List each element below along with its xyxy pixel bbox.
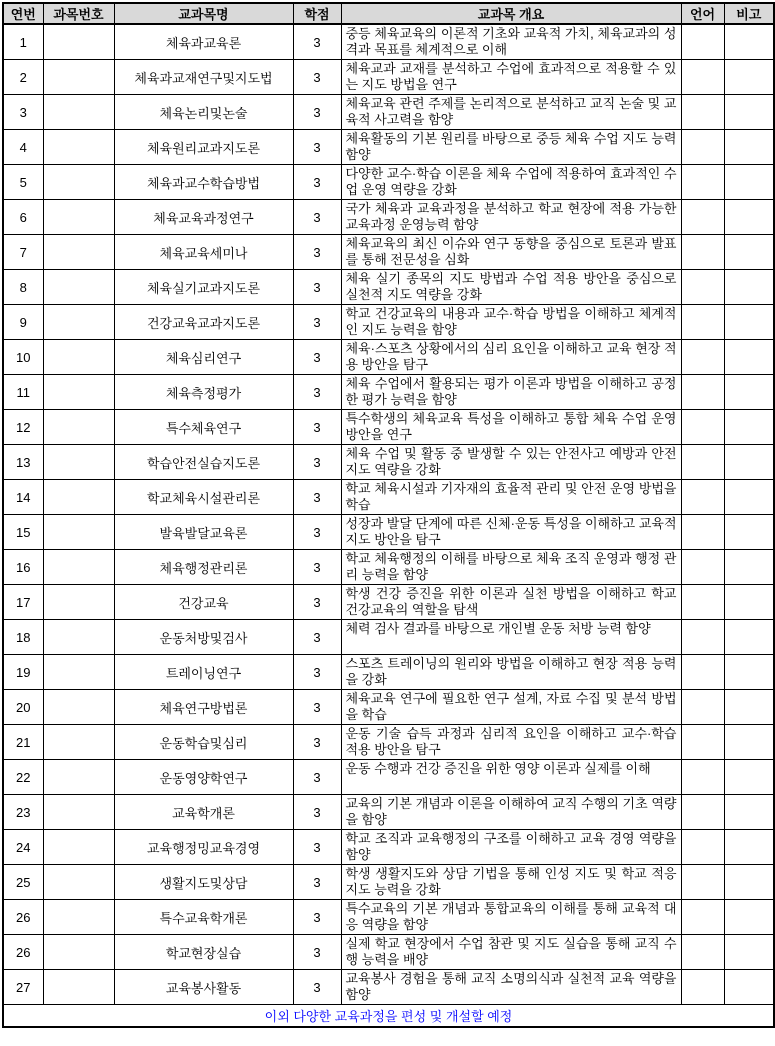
cell-credits: 3 bbox=[293, 445, 341, 480]
cell-language bbox=[681, 235, 724, 270]
cell-no: 16 bbox=[3, 550, 43, 585]
cell-course-code bbox=[43, 340, 114, 375]
cell-language bbox=[681, 690, 724, 725]
cell-language bbox=[681, 970, 724, 1005]
cell-overview: 국가 체육과 교육과정을 분석하고 학교 현장에 적용 가능한 교육과정 운영능력 함양 bbox=[341, 200, 681, 235]
cell-course-name: 교육봉사활동 bbox=[114, 970, 293, 1005]
cell-course-name: 체육측정평가 bbox=[114, 375, 293, 410]
cell-credits: 3 bbox=[293, 725, 341, 760]
cell-course-code bbox=[43, 550, 114, 585]
cell-course-code bbox=[43, 95, 114, 130]
cell-credits: 3 bbox=[293, 585, 341, 620]
cell-overview: 특수학생의 체육교육 특성을 이해하고 통합 체육 수업 운영 방안을 연구 bbox=[341, 410, 681, 445]
cell-language bbox=[681, 410, 724, 445]
cell-course-name: 교육학개론 bbox=[114, 795, 293, 830]
cell-overview: 학교 조직과 교육행정의 구조를 이해하고 교육 경영 역량을 함양 bbox=[341, 830, 681, 865]
cell-no: 21 bbox=[3, 725, 43, 760]
cell-no: 22 bbox=[3, 760, 43, 795]
cell-no: 4 bbox=[3, 130, 43, 165]
cell-credits: 3 bbox=[293, 24, 341, 60]
cell-no: 27 bbox=[3, 970, 43, 1005]
table-row bbox=[3, 24, 774, 60]
cell-course-name: 교육행정밍교육경영 bbox=[114, 830, 293, 865]
cell-course-code bbox=[43, 235, 114, 270]
cell-note bbox=[724, 550, 774, 585]
cell-course-code bbox=[43, 900, 114, 935]
cell-course-code bbox=[43, 305, 114, 340]
cell-language bbox=[681, 95, 724, 130]
cell-course-name: 특수교육학개론 bbox=[114, 900, 293, 935]
cell-overview: 체육활동의 기본 원리를 바탕으로 중등 체육 수업 지도 능력 함양 bbox=[341, 130, 681, 165]
cell-credits: 3 bbox=[293, 655, 341, 690]
cell-note bbox=[724, 235, 774, 270]
cell-language bbox=[681, 865, 724, 900]
cell-language bbox=[681, 165, 724, 200]
cell-overview: 실제 학교 현장에서 수업 참관 및 지도 실습을 통해 교직 수행 능력을 배양 bbox=[341, 935, 681, 970]
table-header bbox=[3, 3, 774, 24]
cell-course-code bbox=[43, 445, 114, 480]
cell-language bbox=[681, 445, 724, 480]
cell-credits: 3 bbox=[293, 900, 341, 935]
cell-no: 7 bbox=[3, 235, 43, 270]
cell-language bbox=[681, 760, 724, 795]
cell-language bbox=[681, 24, 724, 60]
cell-language bbox=[681, 375, 724, 410]
cell-course-name: 생활지도및상담 bbox=[114, 865, 293, 900]
cell-no: 13 bbox=[3, 445, 43, 480]
cell-course-code bbox=[43, 725, 114, 760]
cell-credits: 3 bbox=[293, 620, 341, 655]
table-row bbox=[3, 340, 774, 375]
cell-course-code bbox=[43, 585, 114, 620]
cell-course-code bbox=[43, 270, 114, 305]
cell-course-name: 체육행정관리론 bbox=[114, 550, 293, 585]
cell-credits: 3 bbox=[293, 60, 341, 95]
col-header-no: 연번 bbox=[3, 3, 43, 24]
cell-no: 14 bbox=[3, 480, 43, 515]
table-row bbox=[3, 270, 774, 305]
table-row bbox=[3, 970, 774, 1005]
table-row bbox=[3, 95, 774, 130]
cell-no: 20 bbox=[3, 690, 43, 725]
cell-note bbox=[724, 585, 774, 620]
cell-no: 9 bbox=[3, 305, 43, 340]
cell-course-code bbox=[43, 690, 114, 725]
course-table-body bbox=[3, 24, 774, 1005]
cell-credits: 3 bbox=[293, 130, 341, 165]
cell-course-name: 학교체육시설관리론 bbox=[114, 480, 293, 515]
cell-note bbox=[724, 620, 774, 655]
cell-overview: 다양한 교수·학습 이론을 체육 수업에 적용하여 효과적인 수업 운영 역량을 강화 bbox=[341, 165, 681, 200]
cell-course-code bbox=[43, 130, 114, 165]
cell-course-code bbox=[43, 60, 114, 95]
table-footer-row bbox=[3, 1005, 774, 1028]
col-header-language: 언어 bbox=[681, 3, 724, 24]
table-row bbox=[3, 305, 774, 340]
table-row bbox=[3, 130, 774, 165]
cell-no: 10 bbox=[3, 340, 43, 375]
table-row bbox=[3, 830, 774, 865]
table-row bbox=[3, 445, 774, 480]
cell-course-code bbox=[43, 24, 114, 60]
cell-course-name: 운동영양학연구 bbox=[114, 760, 293, 795]
cell-note bbox=[724, 690, 774, 725]
cell-credits: 3 bbox=[293, 515, 341, 550]
cell-no: 15 bbox=[3, 515, 43, 550]
cell-no: 6 bbox=[3, 200, 43, 235]
cell-language bbox=[681, 655, 724, 690]
cell-note bbox=[724, 165, 774, 200]
cell-language bbox=[681, 340, 724, 375]
table-footer bbox=[3, 1005, 774, 1028]
table-row bbox=[3, 550, 774, 585]
cell-note bbox=[724, 24, 774, 60]
cell-note bbox=[724, 270, 774, 305]
cell-course-name: 발육발달교육론 bbox=[114, 515, 293, 550]
cell-no: 8 bbox=[3, 270, 43, 305]
cell-note bbox=[724, 130, 774, 165]
cell-note bbox=[724, 515, 774, 550]
cell-note bbox=[724, 375, 774, 410]
cell-note bbox=[724, 480, 774, 515]
cell-no: 18 bbox=[3, 620, 43, 655]
table-row bbox=[3, 900, 774, 935]
cell-credits: 3 bbox=[293, 690, 341, 725]
cell-course-code bbox=[43, 410, 114, 445]
cell-note bbox=[724, 795, 774, 830]
cell-course-code bbox=[43, 375, 114, 410]
cell-overview: 성장과 발달 단계에 따른 신체·운동 특성을 이해하고 교육적 지도 방안을 탐구 bbox=[341, 515, 681, 550]
cell-course-name: 트레이닝연구 bbox=[114, 655, 293, 690]
cell-language bbox=[681, 725, 724, 760]
cell-course-code bbox=[43, 655, 114, 690]
cell-overview: 체육 수업 및 활동 중 발생할 수 있는 안전사고 예방과 안전 지도 역량을 강화 bbox=[341, 445, 681, 480]
cell-language bbox=[681, 620, 724, 655]
cell-note bbox=[724, 95, 774, 130]
cell-language bbox=[681, 130, 724, 165]
cell-credits: 3 bbox=[293, 865, 341, 900]
cell-language bbox=[681, 550, 724, 585]
cell-overview: 체육·스포츠 상황에서의 심리 요인을 이해하고 교육 현장 적용 방안을 탐구 bbox=[341, 340, 681, 375]
cell-course-name: 체육원리교과지도론 bbox=[114, 130, 293, 165]
col-header-overview: 교과목 개요 bbox=[341, 3, 681, 24]
cell-overview: 체육교육 관련 주제를 논리적으로 분석하고 교직 논술 및 교육적 사고력을 함양 bbox=[341, 95, 681, 130]
cell-note bbox=[724, 865, 774, 900]
table-row bbox=[3, 410, 774, 445]
cell-credits: 3 bbox=[293, 305, 341, 340]
cell-overview: 체육 수업에서 활용되는 평가 이론과 방법을 이해하고 공정한 평가 능력을 함양 bbox=[341, 375, 681, 410]
cell-course-code bbox=[43, 200, 114, 235]
cell-language bbox=[681, 270, 724, 305]
cell-course-code bbox=[43, 935, 114, 970]
cell-course-name: 운동처방및검사 bbox=[114, 620, 293, 655]
table-row bbox=[3, 480, 774, 515]
cell-note bbox=[724, 200, 774, 235]
cell-language bbox=[681, 585, 724, 620]
cell-overview: 운동 수행과 건강 증진을 위한 영양 이론과 실제를 이해 bbox=[341, 760, 681, 795]
cell-credits: 3 bbox=[293, 375, 341, 410]
cell-overview: 체육교과 교재를 분석하고 수업에 효과적으로 적용할 수 있는 지도 방법을 연구 bbox=[341, 60, 681, 95]
cell-no: 26 bbox=[3, 900, 43, 935]
cell-no: 5 bbox=[3, 165, 43, 200]
cell-credits: 3 bbox=[293, 760, 341, 795]
table-row bbox=[3, 200, 774, 235]
cell-note bbox=[724, 60, 774, 95]
cell-credits: 3 bbox=[293, 830, 341, 865]
cell-credits: 3 bbox=[293, 970, 341, 1005]
cell-overview: 학생 생활지도와 상담 기법을 통해 인성 지도 및 학교 적응 지도 능력을 강화 bbox=[341, 865, 681, 900]
cell-language bbox=[681, 305, 724, 340]
cell-course-name: 체육심리연구 bbox=[114, 340, 293, 375]
cell-no: 25 bbox=[3, 865, 43, 900]
cell-no: 19 bbox=[3, 655, 43, 690]
cell-course-name: 건강교육교과지도론 bbox=[114, 305, 293, 340]
cell-credits: 3 bbox=[293, 410, 341, 445]
cell-language bbox=[681, 200, 724, 235]
cell-no: 1 bbox=[3, 24, 43, 60]
cell-language bbox=[681, 515, 724, 550]
cell-course-code bbox=[43, 760, 114, 795]
cell-note bbox=[724, 410, 774, 445]
cell-course-code bbox=[43, 830, 114, 865]
table-row bbox=[3, 375, 774, 410]
cell-language bbox=[681, 900, 724, 935]
cell-overview: 체육 실기 종목의 지도 방법과 수업 적용 방안을 중심으로 실천적 지도 역량을 강화 bbox=[341, 270, 681, 305]
cell-note bbox=[724, 935, 774, 970]
cell-no: 3 bbox=[3, 95, 43, 130]
cell-overview: 체육교육 연구에 필요한 연구 설계, 자료 수집 및 분석 방법을 학습 bbox=[341, 690, 681, 725]
cell-language bbox=[681, 935, 724, 970]
cell-course-name: 체육과교수학습방법 bbox=[114, 165, 293, 200]
table-row bbox=[3, 655, 774, 690]
cell-course-name: 운동학습및심리 bbox=[114, 725, 293, 760]
cell-overview: 체육교육의 최신 이슈와 연구 동향을 중심으로 토론과 발표를 통해 전문성을 심화 bbox=[341, 235, 681, 270]
cell-overview: 스포츠 트레이닝의 원리와 방법을 이해하고 현장 적용 능력을 강화 bbox=[341, 655, 681, 690]
table-row bbox=[3, 585, 774, 620]
cell-overview: 학교 체육시설과 기자재의 효율적 관리 및 안전 운영 방법을 학습 bbox=[341, 480, 681, 515]
col-header-course-name: 교과목명 bbox=[114, 3, 293, 24]
cell-note bbox=[724, 970, 774, 1005]
table-header-row bbox=[3, 3, 774, 24]
cell-credits: 3 bbox=[293, 235, 341, 270]
cell-overview: 특수교육의 기본 개념과 통합교육의 이해를 통해 교육적 대응 역량을 함양 bbox=[341, 900, 681, 935]
col-header-credits: 학점 bbox=[293, 3, 341, 24]
course-curriculum-table bbox=[2, 2, 775, 1028]
cell-overview: 학교 건강교육의 내용과 교수·학습 방법을 이해하고 체계적인 지도 능력을 함양 bbox=[341, 305, 681, 340]
cell-credits: 3 bbox=[293, 165, 341, 200]
cell-course-name: 건강교육 bbox=[114, 585, 293, 620]
cell-credits: 3 bbox=[293, 95, 341, 130]
cell-note bbox=[724, 830, 774, 865]
cell-course-code bbox=[43, 865, 114, 900]
table-row bbox=[3, 620, 774, 655]
cell-course-name: 체육실기교과지도론 bbox=[114, 270, 293, 305]
cell-course-name: 체육교육과정연구 bbox=[114, 200, 293, 235]
cell-note bbox=[724, 760, 774, 795]
cell-language bbox=[681, 830, 724, 865]
table-row bbox=[3, 795, 774, 830]
cell-credits: 3 bbox=[293, 480, 341, 515]
cell-course-code bbox=[43, 795, 114, 830]
cell-overview: 학생 건강 증진을 위한 이론과 실천 방법을 이해하고 학교 건강교육의 역할을 탐색 bbox=[341, 585, 681, 620]
cell-overview: 교육봉사 경험을 통해 교직 소명의식과 실천적 교육 역량을 함양 bbox=[341, 970, 681, 1005]
cell-language bbox=[681, 60, 724, 95]
footer-note: 이외 다양한 교육과정을 편성 및 개설할 예정 bbox=[3, 1005, 774, 1028]
cell-language bbox=[681, 795, 724, 830]
table-row bbox=[3, 515, 774, 550]
cell-overview: 중등 체육교육의 이론적 기초와 교육적 가치, 체육교과의 성격과 목표를 체계적으로 이해 bbox=[341, 24, 681, 60]
cell-credits: 3 bbox=[293, 270, 341, 305]
table-row bbox=[3, 165, 774, 200]
cell-credits: 3 bbox=[293, 340, 341, 375]
cell-course-code bbox=[43, 515, 114, 550]
table-row bbox=[3, 235, 774, 270]
col-header-note: 비고 bbox=[724, 3, 774, 24]
cell-course-name: 체육과교재연구및지도법 bbox=[114, 60, 293, 95]
table-row bbox=[3, 60, 774, 95]
cell-note bbox=[724, 725, 774, 760]
cell-course-name: 학습안전실습지도론 bbox=[114, 445, 293, 480]
cell-course-code bbox=[43, 970, 114, 1005]
table-row bbox=[3, 725, 774, 760]
table-row bbox=[3, 865, 774, 900]
cell-overview: 학교 체육행정의 이해를 바탕으로 체육 조직 운영과 행정 관리 능력을 함양 bbox=[341, 550, 681, 585]
cell-course-code bbox=[43, 480, 114, 515]
cell-note bbox=[724, 305, 774, 340]
cell-note bbox=[724, 445, 774, 480]
table-row bbox=[3, 935, 774, 970]
cell-course-code bbox=[43, 620, 114, 655]
cell-no: 2 bbox=[3, 60, 43, 95]
cell-overview: 교육의 기본 개념과 이론을 이해하여 교직 수행의 기초 역량을 함양 bbox=[341, 795, 681, 830]
cell-credits: 3 bbox=[293, 795, 341, 830]
cell-course-name: 체육과교육론 bbox=[114, 24, 293, 60]
cell-note bbox=[724, 900, 774, 935]
cell-no: 26 bbox=[3, 935, 43, 970]
cell-overview: 체력 검사 결과를 바탕으로 개인별 운동 처방 능력 함양 bbox=[341, 620, 681, 655]
cell-credits: 3 bbox=[293, 200, 341, 235]
cell-no: 24 bbox=[3, 830, 43, 865]
table-row bbox=[3, 760, 774, 795]
cell-course-name: 특수체육연구 bbox=[114, 410, 293, 445]
cell-course-code bbox=[43, 165, 114, 200]
cell-note bbox=[724, 655, 774, 690]
table-row bbox=[3, 690, 774, 725]
cell-course-name: 체육교육세미나 bbox=[114, 235, 293, 270]
cell-no: 11 bbox=[3, 375, 43, 410]
cell-note bbox=[724, 340, 774, 375]
cell-course-name: 체육논리및논술 bbox=[114, 95, 293, 130]
cell-no: 23 bbox=[3, 795, 43, 830]
cell-credits: 3 bbox=[293, 550, 341, 585]
cell-overview: 운동 기술 습득 과정과 심리적 요인을 이해하고 교수·학습 적용 방안을 탐구 bbox=[341, 725, 681, 760]
cell-course-name: 체육연구방법론 bbox=[114, 690, 293, 725]
cell-no: 17 bbox=[3, 585, 43, 620]
cell-course-name: 학교현장실습 bbox=[114, 935, 293, 970]
cell-language bbox=[681, 480, 724, 515]
cell-no: 12 bbox=[3, 410, 43, 445]
col-header-course-code: 과목번호 bbox=[43, 3, 114, 24]
cell-credits: 3 bbox=[293, 935, 341, 970]
